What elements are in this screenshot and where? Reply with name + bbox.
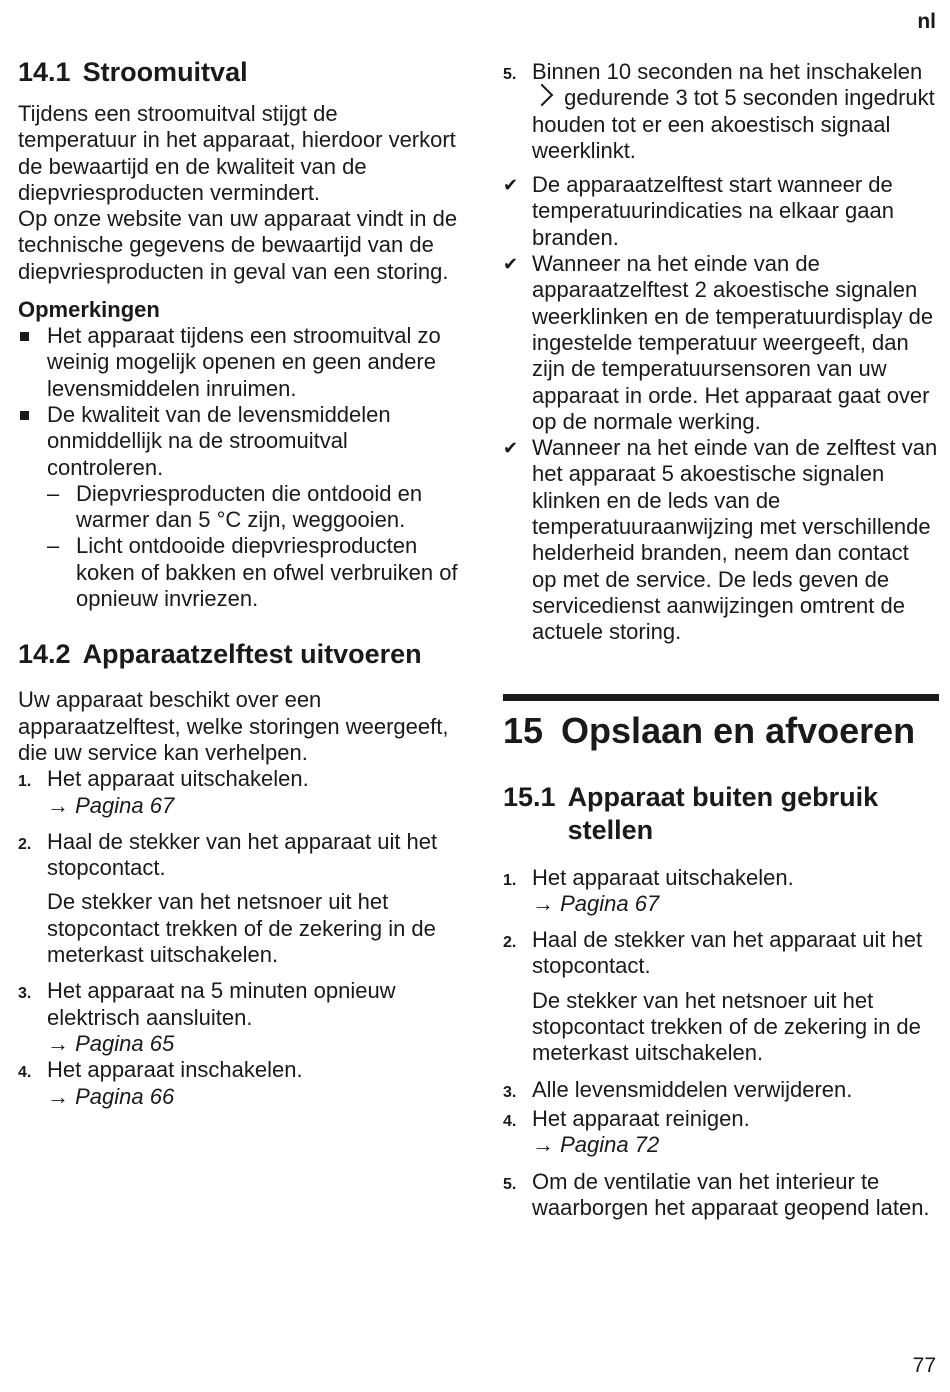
chapter-number: 15 [503, 709, 544, 751]
checkmark-icon: ✔ [503, 438, 519, 459]
step-number: 3. [18, 985, 32, 1003]
step-text: Het apparaat uitschakelen. [532, 864, 794, 890]
chapter-rule [503, 694, 939, 701]
step-text [532, 59, 939, 164]
checkmark-icon: ✔ [503, 175, 519, 196]
result-text: Wanneer na het einde van de zelftest van het apparaat 5 akoestische signalen klinken en de leds van de temperatuuraanwijzing met verschillende helderheid branden, neem dan contact op met de service. De leds geven de servicedienst aanwijzingen omtrent de actuele storing. [532, 435, 938, 645]
step-text-part: gedurende 3 tot 5 seconden ingedrukt houden tot er een akoestisch signaal weerklinkt. [532, 85, 935, 163]
step-number: 5. [503, 1175, 517, 1193]
step-number: 2. [18, 835, 32, 853]
square-bullet-icon [18, 402, 47, 481]
language-code: nl [917, 10, 936, 33]
step-note: De stekker van het netsnoer uit het stopcontact trekken of de zekering in de meterkast uitschakelen. [532, 987, 921, 1066]
list-item [18, 323, 458, 402]
step-item [18, 978, 458, 1057]
paragraph: Op onze website van uw apparaat vindt in de technische gegevens de bewaartijd van de diepvriesproducten in geval van een storing. [18, 206, 458, 284]
list-item-text: Het apparaat tijdens een stroomuitval zo weinig mogelijk openen en geen andere levensmiddelen inruimen. [47, 323, 441, 401]
step-text: Alle levensmiddelen verwijderen. [532, 1076, 853, 1102]
step-text: Het apparaat na 5 minuten opnieuw elektrisch aansluiten. [47, 978, 396, 1030]
step-item [18, 766, 458, 819]
list-item [18, 402, 458, 481]
result-item [503, 435, 939, 645]
step-text: Het apparaat reinigen. [532, 1105, 750, 1131]
chapter-15-heading [503, 709, 939, 753]
notes-heading: Opmerkingen [18, 297, 160, 323]
section-14-2-heading [18, 638, 458, 671]
step-number: 1. [18, 773, 32, 791]
page-reference-link[interactable]: → Pagina 65 [47, 1030, 175, 1056]
step-text: Haal de stekker van het apparaat uit het stopcontact. [532, 927, 923, 979]
section-title: Stroomuitval [82, 57, 248, 87]
right-column [503, 59, 939, 1221]
chapter-title: Opslaan en afvoeren [561, 709, 916, 751]
result-text: De apparaatzelftest start wanneer de temperatuurindicaties na elkaar gaan branden. [532, 172, 895, 250]
dash-bullet: – [47, 480, 60, 506]
result-item [503, 172, 939, 251]
step-item [503, 865, 939, 918]
step-text: Om de ventilatie van het interieur te waarborgen het apparaat geopend laten. [532, 1168, 930, 1220]
step-number: 2. [503, 934, 517, 952]
step-number: 1. [503, 871, 517, 889]
section-title: Apparaat buiten gebruik stellen [567, 781, 879, 845]
page-reference-link[interactable]: → Pagina 72 [532, 1132, 660, 1158]
section-number: 14.1 [18, 57, 71, 87]
section-number: 15.1 [503, 781, 556, 812]
step-number: 4. [503, 1112, 517, 1130]
step-text: Het apparaat inschakelen. [47, 1057, 303, 1083]
step-item [503, 1077, 939, 1106]
step-item [18, 829, 458, 968]
step-note: De stekker van het netsnoer uit het stopcontact trekken of de zekering in de meterkast uitschakelen. [47, 889, 436, 968]
list-item-text: Licht ontdooide diepvriesproducten koken of bakken en ofwel verbruiken of opnieuw invriezen. [76, 533, 458, 612]
result-item [503, 251, 939, 435]
square-bullet-icon [18, 323, 47, 402]
page-number: 77 [912, 1354, 936, 1377]
step-item [503, 1169, 939, 1222]
step-text: Het apparaat uitschakelen. [47, 766, 309, 792]
step-item [18, 1057, 458, 1110]
list-item-text: Diepvriesproducten die ontdooid en warmer dan 5 °C zijn, weggooien. [76, 480, 423, 533]
step-number: 5. [503, 66, 517, 83]
chevron-right-icon [531, 84, 554, 107]
step-item [503, 59, 939, 164]
section-15-1-heading [503, 781, 939, 847]
section-title: Apparaatzelftest uitvoeren [82, 639, 422, 670]
step-number: 4. [18, 1064, 32, 1082]
step-item [503, 1106, 939, 1159]
page-reference-link[interactable]: → Pagina 67 [47, 792, 175, 818]
list-item [47, 481, 458, 534]
section-14-1-heading [18, 56, 458, 89]
section-number: 14.2 [18, 639, 71, 670]
dash-bullet: – [47, 533, 60, 559]
step-text-part: Binnen 10 seconden na het inschakelen [532, 59, 923, 84]
step-item [503, 927, 939, 1066]
checkmark-icon: ✔ [503, 254, 519, 275]
page-reference-link[interactable]: → Pagina 67 [532, 890, 660, 916]
paragraph: Tijdens een stroomuitval stijgt de temperatuur in het apparaat, hierdoor verkort de bewaartijd en de kwaliteit van de diepvriesproducten vermindert. [18, 101, 456, 205]
paragraph: Uw apparaat beschikt over een apparaatzelftest, welke storingen weergeeft, die uw service kan verhelpen. [18, 687, 449, 765]
left-column [18, 56, 458, 1110]
list-item-text: De kwaliteit van de levensmiddelen onmiddellijk na de stroomuitval controleren. [47, 401, 391, 480]
list-item [47, 533, 458, 612]
step-text: Haal de stekker van het apparaat uit het stopcontact. [47, 828, 438, 881]
page-reference-link[interactable]: → Pagina 66 [47, 1083, 175, 1109]
step-number: 3. [503, 1083, 517, 1101]
result-text: Wanneer na het einde van de apparaatzelftest 2 akoestische signalen weerklinken en de temperatuurdisplay de ingestelde temperatuur weergeeft, dan zijn de temperatuursensoren van uw apparaat in orde. Het apparaat gaat over op de normale werking. [532, 251, 934, 434]
